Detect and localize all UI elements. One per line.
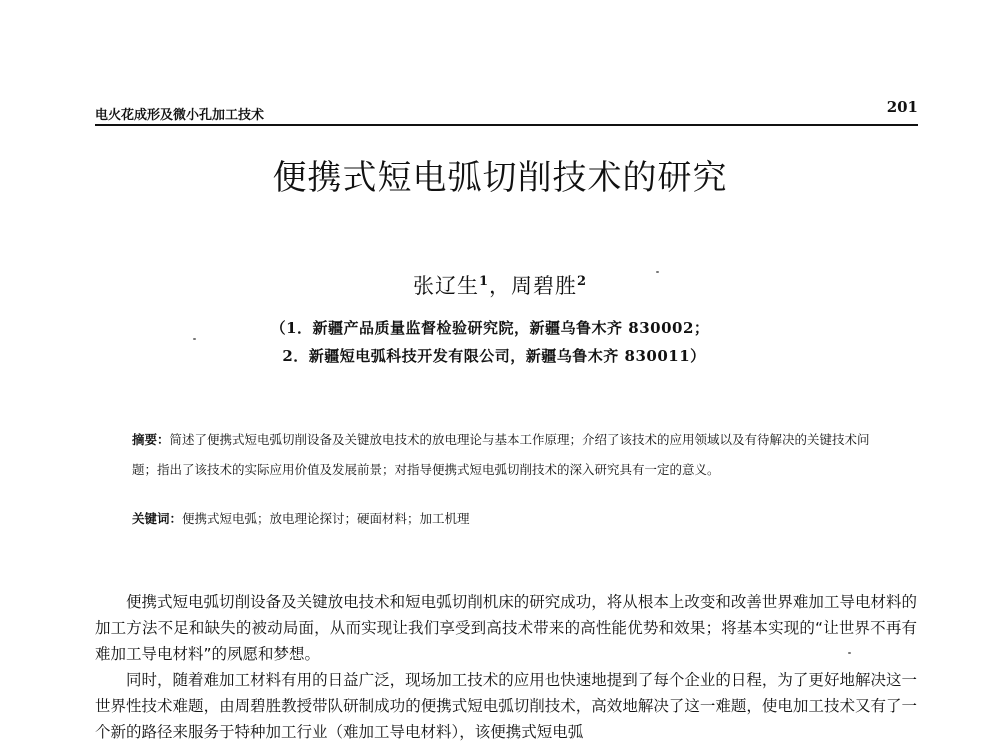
author-name: 张辽生 <box>412 274 479 298</box>
running-title: 电火花成形及微小孔加工技术 <box>95 108 265 123</box>
body-text <box>95 589 917 745</box>
author-affiliation-mark: 1 <box>478 274 489 289</box>
affiliation-line: 2．新疆短电弧科技开发有限公司，新疆乌鲁木齐 830011） <box>282 347 706 365</box>
abstract-text: 简述了便携式短电弧切削设备及关键放电技术的放电理论与基本工作原理；介绍了该技术的应用领域以及有待解决的关键技术问题；指出了该技术的实际应用价值及发展前景；对指导便携式短电弧切削技术的深入研究具有一定的意义。 <box>132 432 870 477</box>
paper-title: 便携式短电弧切削技术的研究 <box>272 158 728 198</box>
keywords-text: 便携式短电弧；放电理论探讨；硬面材料；加工机理 <box>182 511 470 526</box>
keywords-label: 关键词： <box>132 511 183 526</box>
author-separator: ， <box>489 274 511 298</box>
scan-speck <box>656 271 659 273</box>
abstract <box>132 425 892 485</box>
body-paragraph: 同时，随着难加工材料有用的日益广泛，现场加工技术的应用也快速地提到了每个企业的日程，为了更好地解决这一世界性技术难题，由周碧胜教授带队研制成功的便携式短电弧切削技术，高效地解决了这一难题，使电加工技术又有了一个新的路径来服务于特种加工行业（难加工导电材料），该便携式短电弧 <box>95 671 917 741</box>
author-name: 周碧胜 <box>511 274 577 298</box>
author-affiliation-mark: 2 <box>577 274 588 289</box>
scan-speck <box>848 652 851 654</box>
affiliation-line: （1．新疆产品质量监督检验研究院，新疆乌鲁木齐 830002； <box>270 319 710 337</box>
body-paragraph: 便携式短电弧切削设备及关键放电技术和短电弧切削机床的研究成功，将从根本上改变和改善世界难加工导电材料的加工方法不足和缺失的被动局面，从而实现让我们享受到高技术带来的高性能优势和效果；将基本实现的“让世界不再有难加工导电材料”的夙愿和梦想。 <box>95 593 917 663</box>
author-line <box>0 270 1000 300</box>
page-number: 201 <box>886 98 918 116</box>
abstract-label: 摘要： <box>132 432 170 447</box>
keywords <box>132 509 892 527</box>
scan-speck <box>193 338 196 340</box>
running-header <box>95 98 918 126</box>
